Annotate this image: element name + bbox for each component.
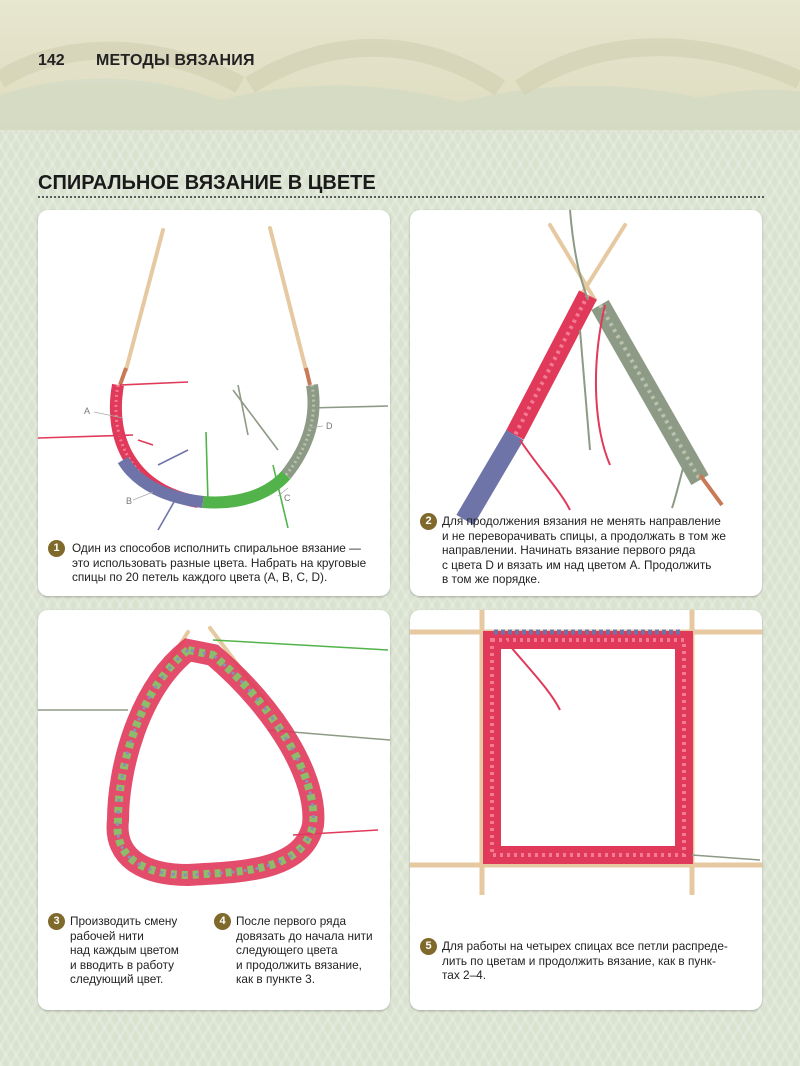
label-c: C xyxy=(284,493,291,503)
step-number-badge: 5 xyxy=(420,938,437,955)
step-caption: Для работы на четырех спицах все петли распреде- лить по цветам и продолжить вязание, как в пунк- тах 2–4. xyxy=(442,939,728,982)
step-card-3 xyxy=(38,610,390,1010)
page-number: 142 xyxy=(38,52,65,69)
step-caption: После первого ряда довязать до начала нити следующего цвета и продолжить вязание, как в пункте 3. xyxy=(236,914,373,986)
step-caption: Для продолжения вязания не менять направление и не переворачивать спицы, а продолжать в том же направлении. Начинать вязание первого ряда с цвета D и вязать им над цветом A. Продолжить в том же порядке. xyxy=(442,514,726,586)
step-caption: Один из способов исполнить спиральное вязание — это использовать разные цвета. Набрать на круговые спицы по 20 петель каждого цвета (A, B, C, D). xyxy=(72,541,367,584)
step-card-5 xyxy=(410,610,762,1010)
label-d: D xyxy=(326,421,333,431)
section-title: СПИРАЛЬНОЕ ВЯЗАНИЕ В ЦВЕТЕ xyxy=(38,172,376,194)
step-number-badge: 4 xyxy=(214,913,231,930)
step-card-1 xyxy=(38,210,390,596)
step-number-badge: 1 xyxy=(48,540,65,557)
step-number-badge: 2 xyxy=(420,513,437,530)
step-number-badge: 3 xyxy=(48,913,65,930)
step-caption: Производить смену рабочей нити над каждым цветом и вводить в работу следующий цвет. xyxy=(70,914,179,986)
running-head: МЕТОДЫ ВЯЗАНИЯ xyxy=(96,52,255,69)
step-card-2 xyxy=(410,210,762,596)
title-divider xyxy=(38,196,764,198)
circular-needles-illustration xyxy=(38,210,390,596)
label-b: B xyxy=(126,496,133,506)
label-a: A xyxy=(84,406,91,416)
